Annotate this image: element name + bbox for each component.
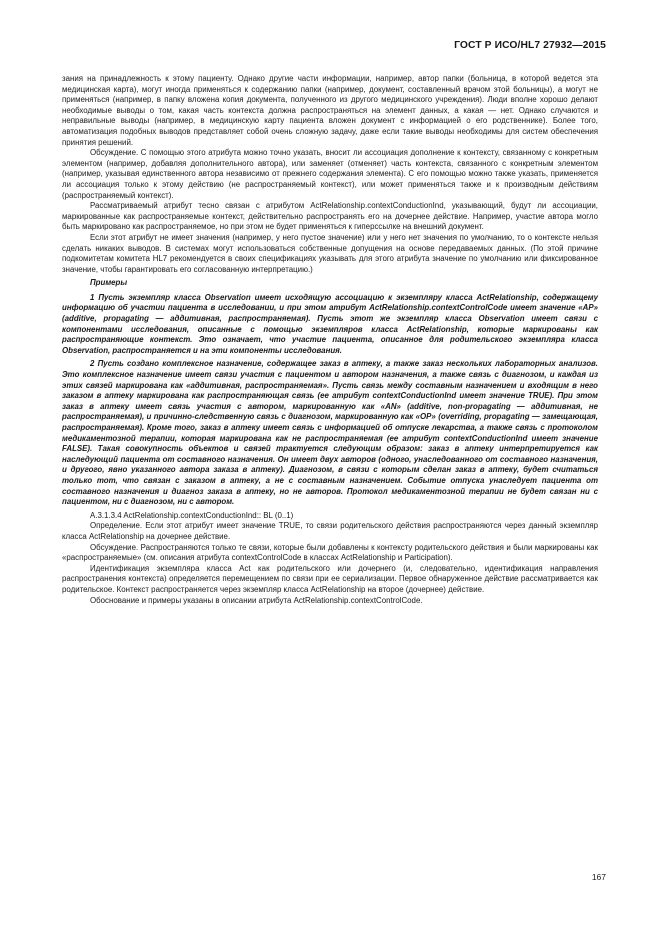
examples-title: Примеры xyxy=(90,278,128,288)
body-paragraph: Обсуждение. С помощью этого атрибута можно точно указать, вносит ли ассоциация дополнение к контексту, связанному с конкретным элементом (например, добавляя дополнительного автора), или заменяет (отменяет) часть контекста, связанного с конкретным элементом (например, указывая единственного автора независимо от прежнего содержания элемента). С его помощью можно также указать, применяется ли ассоциация только к этому действию (не распространяемый контекст), или может применяться также и к производным действиям (распространяемый контекст). xyxy=(62,148,598,200)
section-paragraph: Обсуждение. Распространяются только те связи, которые были добавлены к контексту родительского действия и были маркированы как «распространяемые» (см. описания атрибута contextControlCode в классах ActRelationship и Participation). xyxy=(62,542,598,563)
section-heading: A.3.1.3.4 ActRelationship.contextConductionInd:: BL (0..1) xyxy=(90,510,294,520)
document-header: ГОСТ Р ИСО/HL7 27932—2015 xyxy=(454,40,606,51)
body-paragraph: зания на принадлежность к этому пациенту. Однако другие части информации, например, автор папки (больница, в которой ведется эта медицинская карта), могут иногда применяться к содержанию папки (например, документ, составленный врачом этой больницы), а могут не применяться (например, в папку вложена копия документа, полученного из другого медицинского учреждения). Люди вполне хорошо делают необходимые выводы о том, какая часть контекста должна распространяться на элемент данных, а какая — нет. Однако случаются и неправильные выводы (например, в медицинскую карту пациента вложен документ с информацией о его родственнике). Более того, автоматизация подобных выводов представляет собой очень сложную задачу, даже если такие выводы необходимы для систем обеспечения принятия решений. xyxy=(62,74,598,147)
section-paragraph: Обоснование и примеры указаны в описании атрибута ActRelationship.contextControlCode. xyxy=(90,595,423,605)
example-item: 2 Пусть создано комплексное назначение, содержащее заказ в аптеку, а также заказ нескольких лабораторных анализов. Это комплексное назначение имеет связи участия с пациентом и автором назначения, а также связь с диагнозом, и каждая из этих связей маркирована как «аддитивная, распространяемая». Пусть связь между составным назначением и входящим в него заказом в аптеку маркирована как распространяющая связь (ее атрибут contextConductionInd имеет значение TRUE). При этом заказ в аптеку имеет связь участия с автором, маркированную как «AN» (additive, non-propagating — аддитивная, не распространяемая), и причинно-следственную связь с диагнозом, маркированную как «OP» (overriding, propagating — замещающая, распространяемая). Кроме того, заказ в аптеку имеет связь с информацией об отпуске лекарства, а также связь с протоколом медикаментозной терапии, которая маркирована как не распространяемая (ее атрибут contextConductionInd имеет значение FALSE). Такая совокупность объектов и связей трактуется следующим образом: заказ в аптеку интерпретируется как наследующий пациента от составного назначения. Он имеет двух авторов (одного, унаследованного от составного назначения, и другого, явно указанного автора заказа в аптеку). Диагнозом, в связи с которым сделан заказ в аптеку, будет считаться только тот, что связан с заказом в аптеку, а не с составным назначением. Событие отпуска унаследует пациента от составного назначения и диагноз заказа в аптеку, но не авторов. Протокол медикаментозной терапии не будет связан ни с пациентом, ни с диагнозом, ни с автором. xyxy=(62,359,598,507)
example-item: 1 Пусть экземпляр класса Observation имеет исходящую ассоциацию к экземпляру класса ActRelationship, содержащему информацию об участии пациента в исследовании, и при этом атрибут ActRelationship.contextControlCode имеет значение «AP» (additive, propagating — аддитивная, распространяемая). Пусть этот же экземпляр класса Observation имеет связи с компонентами исследования, описанные с помощью экземпляров класса ActRelationship, которые маркированы как распространяющие контекст. Это означает, что участие пациента, описанное для родительского экземпляра класса Observation, распространяется и на эти компоненты исследования. xyxy=(62,292,598,355)
body-paragraph: Если этот атрибут не имеет значения (например, у него пустое значение) или у него нет значения по умолчанию, то о контексте нельзя сделать никаких выводов. В системах могут использоваться собственные допущения на основе передаваемых данных. (По этой причине подкомитетам комитета HL7 рекомендуется в своих спецификациях указывать для этого атрибута значение по умолчанию или фиксированное значение, чтобы гарантировать его согласованную интерпретацию.) xyxy=(62,232,598,274)
section-paragraph: Идентификация экземпляра класса Act как родительского или дочернего (и, следовательно, идентификация направления распространения контекста) определяется перемещением по связи при ее сериализации. Первое обнаруженное действие рассматривается как родительское. Контекст распространяется через экземпляр класса ActRelationship на второе (дочернее) действие. xyxy=(62,563,598,594)
section-paragraph: Определение. Если этот атрибут имеет значение TRUE, то связи родительского действия распространяются через данный экземпляр класса ActRelationship на дочернее действие. xyxy=(62,521,598,541)
page-body xyxy=(62,74,598,606)
page-number: 167 xyxy=(591,872,606,882)
body-paragraph: Рассматриваемый атрибут тесно связан с атрибутом ActRelationship.contextConductionInd, указывающий, будут ли ассоциации, маркированные как распространяемые контекст, действительно распространять его на дочернее действие. Например, участие автора могло быть маркировано как распространяемое, но при этом не будет применяться к гиперссылке на внешний документ. xyxy=(62,201,598,232)
